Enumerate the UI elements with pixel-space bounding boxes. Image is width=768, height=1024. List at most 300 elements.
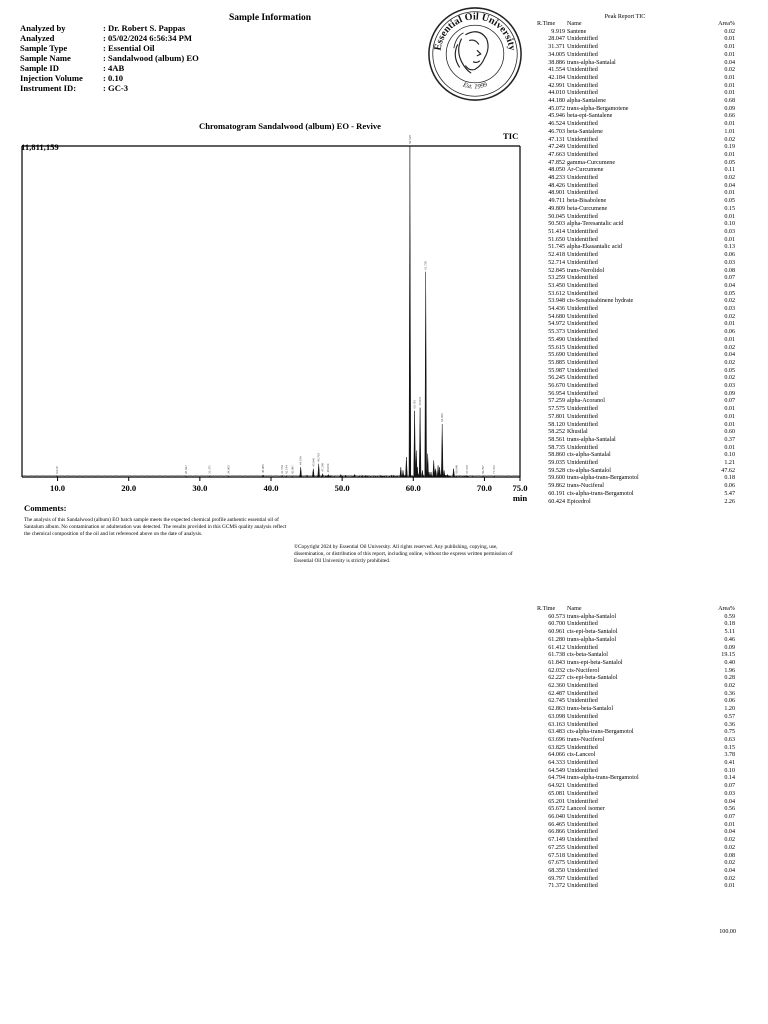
area-percent-cell: 0.01	[724, 151, 735, 158]
peak-row	[537, 221, 735, 229]
area-percent-cell: 1.01	[724, 128, 735, 135]
area-percent-cell: 0.60	[724, 429, 735, 436]
chromatogram-peak	[458, 476, 460, 477]
area-percent-cell: 0.02	[724, 375, 735, 382]
peak-row	[537, 414, 735, 422]
sample-info-label: Sample ID	[20, 63, 59, 73]
retention-time-cell: 42.184	[548, 74, 565, 81]
compound-name-cell: Unidentified	[567, 236, 598, 243]
retention-time-cell: 60.700	[548, 621, 565, 628]
retention-time-cell: 42.991	[548, 82, 565, 89]
retention-time-cell: 62.487	[548, 690, 565, 697]
chromatogram-peak	[443, 470, 445, 477]
compound-name-cell: cis-Lanceol	[567, 752, 596, 759]
area-percent-cell: 0.01	[724, 121, 735, 128]
area-percent-cell: 0.01	[724, 51, 735, 58]
chromatogram-peak	[409, 146, 411, 477]
chromatogram-peak	[389, 476, 391, 477]
compound-name-cell: Unidentified	[567, 44, 598, 51]
chromatogram-peak	[406, 457, 408, 477]
retention-time-cell: 54.680	[548, 313, 565, 320]
peak-row	[537, 845, 735, 853]
compound-name-cell: cis-alpha-Santalal	[567, 452, 611, 459]
name-header: Name	[567, 606, 582, 612]
chromatogram-peak	[209, 476, 211, 477]
compound-name-cell: Unidentified	[567, 621, 598, 628]
compound-name-cell: Unidentified	[567, 444, 598, 451]
peak-row	[537, 683, 735, 691]
retention-time-cell: 46.703	[548, 128, 565, 135]
compound-name-cell: Unidentified	[567, 698, 598, 705]
peak-label: 60.191	[412, 399, 417, 409]
retention-time-cell: 56.670	[548, 383, 565, 390]
area-percent-cell: 0.46	[724, 636, 735, 643]
compound-name-cell: Unidentified	[567, 790, 598, 797]
peak-row	[537, 67, 735, 75]
peak-label: 48.050	[326, 463, 331, 473]
peak-row	[537, 160, 735, 168]
retention-time-cell: 58.735	[548, 444, 565, 451]
retention-time-cell: 56.954	[548, 390, 565, 397]
chromatogram-peak	[373, 476, 375, 477]
rt-header: R.Time	[537, 21, 556, 27]
area-percent-cell: 0.56	[724, 806, 735, 813]
area-header: Area%	[718, 606, 735, 612]
compound-name-cell: cis-alpha-trans-Bergamotol	[567, 490, 634, 497]
retention-time-cell: 47.131	[548, 136, 565, 143]
retention-time-cell: 67.675	[548, 860, 565, 867]
area-percent-cell: 0.02	[724, 67, 735, 74]
rt-header: R.Time	[537, 606, 556, 612]
sample-info-value: : GC-3	[103, 83, 129, 93]
area-percent-cell: 0.75	[724, 729, 735, 736]
chromatogram-peak	[400, 467, 402, 477]
chromatogram-peak	[291, 476, 293, 477]
peak-row	[537, 106, 735, 114]
area-percent-cell: 0.03	[724, 383, 735, 390]
sample-info-label: Sample Type	[20, 43, 68, 53]
compound-name-cell: Unidentified	[567, 744, 598, 751]
retention-time-cell: 48.233	[548, 175, 565, 182]
retention-time-cell: 66.040	[548, 813, 565, 820]
compound-name-cell: Unidentified	[567, 367, 598, 374]
chromatogram-peak	[433, 460, 435, 477]
area-percent-cell: 0.09	[724, 105, 735, 112]
compound-name-cell: cis-epi-beta-Santalol	[567, 629, 618, 636]
peak-report-table-2	[537, 606, 735, 891]
name-header: Name	[567, 21, 582, 27]
peak-row	[537, 167, 735, 175]
peak-label: 67.518	[464, 464, 469, 474]
area-percent-cell: 0.01	[724, 74, 735, 81]
area-percent-cell: 0.04	[724, 798, 735, 805]
sample-info-label: Analyzed by	[20, 23, 66, 33]
compound-name-cell: trans-alpha-trans-Bergamotol	[567, 775, 639, 782]
compound-name-cell: Unidentified	[567, 813, 598, 820]
peak-series	[56, 146, 495, 477]
area-percent-cell: 3.78	[724, 752, 735, 759]
sample-info-row	[20, 63, 199, 73]
retention-time-cell: 54.972	[548, 321, 565, 328]
area-percent-cell: 0.05	[724, 367, 735, 374]
chromatogram-peak	[312, 469, 314, 477]
compound-name-cell: cis-beta-Santalol	[567, 652, 608, 659]
peak-row	[537, 144, 735, 152]
area-percent-cell: 0.07	[724, 813, 735, 820]
peak-row	[537, 398, 735, 406]
peak-label: 44.180	[298, 456, 303, 466]
compound-name-cell: cis-Sesquisabinene hydrate	[567, 298, 634, 305]
area-percent-cell: 0.01	[724, 82, 735, 89]
retention-time-cell: 57.259	[548, 398, 565, 405]
compound-name-cell: Unidentified	[567, 690, 598, 697]
chromatogram-title: Chromatogram Sandalwood (album) EO - Revive	[199, 121, 381, 131]
peak-table-header	[537, 21, 735, 29]
chromatogram-peak	[185, 476, 187, 477]
area-percent-cell: 0.01	[724, 321, 735, 328]
compound-name-cell: Unidentified	[567, 321, 598, 328]
peak-row	[537, 660, 735, 668]
retention-time-cell: 47.852	[548, 159, 565, 166]
compound-name-cell: alpha-Acoranol	[567, 398, 605, 405]
retention-time-cell: 28.047	[548, 36, 565, 43]
peak-row	[537, 375, 735, 383]
peak-row	[537, 783, 735, 791]
retention-time-cell: 65.201	[548, 798, 565, 805]
peak-row	[537, 752, 735, 760]
peak-row	[537, 698, 735, 706]
retention-time-cell: 31.371	[548, 44, 565, 51]
compound-name-cell: Unidentified	[567, 713, 598, 720]
area-percent-cell: 0.08	[724, 267, 735, 274]
peak-row	[537, 75, 735, 83]
retention-time-cell: 64.333	[548, 760, 565, 767]
peak-report-title: Peak Report TIC	[604, 14, 646, 20]
retention-time-cell: 59.035	[548, 460, 565, 467]
peak-row	[537, 383, 735, 391]
area-percent-cell: 0.68	[724, 98, 735, 105]
area-percent-cell: 0.04	[724, 829, 735, 836]
area-percent-cell: 0.63	[724, 736, 735, 743]
compound-name-cell: Unidentified	[567, 375, 598, 382]
area-percent-cell: 0.06	[724, 698, 735, 705]
retention-time-cell: 57.801	[548, 413, 565, 420]
area-percent-cell: 0.02	[724, 313, 735, 320]
peak-row	[537, 706, 735, 714]
peak-label: 34.005	[226, 465, 231, 474]
chromatogram-peak	[227, 476, 229, 477]
retention-time-cell: 62.863	[548, 706, 565, 713]
peak-row	[537, 799, 735, 807]
compound-name-cell: Unidentified	[567, 383, 598, 390]
logo-name-text: Essential Oil University	[432, 11, 518, 52]
retention-time-cell: 56.245	[548, 375, 565, 382]
peak-row	[537, 214, 735, 222]
retention-time-cell: 62.745	[548, 698, 565, 705]
peak-row	[537, 52, 735, 60]
area-percent-cell: 0.02	[724, 683, 735, 690]
peak-row	[537, 629, 735, 637]
retention-time-cell: 50.503	[548, 221, 565, 228]
compound-name-cell: trans-alpha-trans-Bergamotol	[567, 475, 639, 482]
area-percent-cell: 19.15	[721, 652, 735, 659]
compound-name-cell: Unidentified	[567, 175, 598, 182]
peak-label: 60.961	[418, 396, 423, 406]
plot-frame	[22, 146, 520, 477]
area-percent-cell: 1.96	[724, 667, 735, 674]
retention-time-cell: 48.426	[548, 182, 565, 189]
peak-row	[537, 499, 735, 507]
compound-name-cell: gamma-Curcumene	[567, 159, 616, 166]
compound-name-cell: alpha-Teresantalic acid	[567, 221, 624, 228]
area-total: 100.00	[719, 929, 736, 935]
compound-name-cell: Unidentified	[567, 883, 598, 890]
peak-row	[537, 429, 735, 437]
retention-time-cell: 58.120	[548, 421, 565, 428]
area-percent-cell: 0.04	[724, 352, 735, 359]
area-percent-cell: 0.03	[724, 228, 735, 235]
area-percent-cell: 0.40	[724, 659, 735, 666]
area-percent-cell: 0.02	[724, 28, 735, 35]
peak-label: 42.991	[290, 465, 295, 475]
peak-label: 41.554	[280, 464, 285, 474]
compound-name-cell: Unidentified	[567, 875, 598, 882]
compound-name-cell: trans-Nuciferal	[567, 483, 604, 490]
area-percent-cell: 0.13	[724, 244, 735, 251]
compound-name-cell: Unidentified	[567, 36, 598, 43]
retention-time-cell: 34.005	[548, 51, 565, 58]
retention-time-cell: 48.901	[548, 190, 565, 197]
area-percent-cell: 1.20	[724, 706, 735, 713]
area-percent-cell: 0.01	[724, 190, 735, 197]
retention-time-cell: 55.490	[548, 336, 565, 343]
peak-row	[537, 113, 735, 121]
compound-name-cell: beta-Santalene	[567, 128, 603, 135]
x-tick-label: 20.0	[121, 483, 137, 493]
peak-row	[537, 206, 735, 214]
retention-time-cell: 51.745	[548, 244, 565, 251]
peak-row	[537, 806, 735, 814]
compound-name-cell: Unidentified	[567, 644, 598, 651]
retention-time-cell: 58.561	[548, 436, 565, 443]
area-percent-cell: 0.09	[724, 390, 735, 397]
area-percent-cell: 0.14	[724, 775, 735, 782]
compound-name-cell: Unidentified	[567, 282, 598, 289]
area-percent-cell: 0.01	[724, 36, 735, 43]
retention-time-cell: 55.373	[548, 329, 565, 336]
peak-row	[537, 729, 735, 737]
retention-time-cell: 51.414	[548, 228, 565, 235]
chromatogram-peak	[419, 408, 421, 478]
retention-time-cell: 64.549	[548, 767, 565, 774]
retention-time-cell: 67.518	[548, 852, 565, 859]
compound-name-cell: alpha-Santalene	[567, 98, 606, 105]
retention-time-cell: 62.360	[548, 683, 565, 690]
area-percent-cell: 1.21	[724, 460, 735, 467]
retention-time-cell: 47.663	[548, 151, 565, 158]
retention-time-cell: 50.045	[548, 213, 565, 220]
peak-row	[537, 337, 735, 345]
sample-info-row	[20, 83, 199, 93]
retention-time-cell: 61.412	[548, 644, 565, 651]
retention-time-cell: 49.809	[548, 205, 565, 212]
area-percent-cell: 0.01	[724, 413, 735, 420]
chromatogram-peak	[281, 476, 283, 477]
compound-name-cell: Unidentified	[567, 90, 598, 97]
chromatogram-peak	[430, 472, 432, 477]
retention-time-cell: 51.650	[548, 236, 565, 243]
peak-row	[537, 360, 735, 368]
x-tick-label: 60.0	[405, 483, 421, 493]
peak-row	[537, 791, 735, 799]
area-percent-cell: 0.03	[724, 259, 735, 266]
compound-name-cell: Unidentified	[567, 413, 598, 420]
area-percent-cell: 0.02	[724, 844, 735, 851]
sample-info-title: Sample Information	[228, 13, 312, 23]
area-percent-cell: 0.01	[724, 213, 735, 220]
peak-report-table-1	[537, 21, 735, 506]
retention-time-cell: 48.050	[548, 167, 565, 174]
retention-time-cell: 61.843	[548, 659, 565, 666]
compound-name-cell: Unidentified	[567, 228, 598, 235]
area-percent-cell: 0.02	[724, 298, 735, 305]
peak-row	[537, 422, 735, 430]
chromatogram-peak	[386, 476, 388, 477]
chromatogram-peak	[318, 464, 320, 477]
area-percent-cell: 0.41	[724, 760, 735, 767]
area-header: Area%	[718, 21, 735, 27]
peak-row	[537, 483, 735, 491]
compound-name-cell: Unidentified	[567, 721, 598, 728]
retention-time-cell: 64.066	[548, 752, 565, 759]
compound-name-cell: trans-alpha-Bergamotene	[567, 105, 629, 112]
chromatogram-peak	[286, 476, 288, 477]
peak-label: 66.040	[454, 464, 459, 474]
retention-time-cell: 65.672	[548, 806, 565, 813]
chromatogram-peak	[402, 470, 404, 477]
peak-label: 69.797	[481, 465, 486, 475]
peak-row	[537, 621, 735, 629]
chromatogram-peak	[375, 476, 377, 477]
area-percent-cell: 0.18	[724, 621, 735, 628]
peak-label: 9.919	[54, 466, 59, 474]
chromatogram-peak	[441, 424, 443, 477]
area-percent-cell: 0.10	[724, 452, 735, 459]
compound-name-cell: Unidentified	[567, 767, 598, 774]
retention-time-cell: 60.424	[548, 498, 565, 505]
peak-row	[537, 275, 735, 283]
area-percent-cell: 0.18	[724, 475, 735, 482]
retention-time-cell: 59.528	[548, 467, 565, 474]
retention-time-cell: 41.554	[548, 67, 565, 74]
sample-info-table	[20, 23, 199, 93]
sample-info-row	[20, 23, 199, 33]
chromatogram-peak	[300, 467, 302, 477]
area-percent-cell: 0.01	[724, 821, 735, 828]
peak-row	[537, 645, 735, 653]
peak-row	[537, 860, 735, 868]
peak-row	[537, 391, 735, 399]
compound-name-cell: Unidentified	[567, 190, 598, 197]
area-percent-cell: 2.26	[724, 498, 735, 505]
sample-info-value: : Essential Oil	[103, 43, 155, 53]
compound-name-cell: trans-Nerolidol	[567, 267, 605, 274]
area-percent-cell: 0.11	[724, 167, 735, 174]
compound-name-cell: Ar-Curcumene	[567, 167, 604, 174]
peak-row	[537, 260, 735, 268]
compound-name-cell: cis-epi-beta-Santalol	[567, 675, 618, 682]
peak-row	[537, 722, 735, 730]
area-percent-cell: 0.01	[724, 44, 735, 51]
compound-name-cell: Unidentified	[567, 67, 598, 74]
peak-row	[537, 883, 735, 891]
retention-time-cell: 64.921	[548, 783, 565, 790]
peak-row	[537, 98, 735, 106]
chromatogram-peak	[345, 475, 347, 477]
x-tick-label: 75.0	[512, 483, 528, 493]
logo-est-text: Est. 1999	[461, 81, 489, 91]
retention-time-cell: 68.350	[548, 867, 565, 874]
compound-name-cell: trans-beta-Santalol	[567, 706, 614, 713]
peak-row	[537, 175, 735, 183]
retention-time-cell: 61.280	[548, 636, 565, 643]
compound-name-cell: Unidentified	[567, 74, 598, 81]
sample-info-row	[20, 73, 199, 83]
compound-name-cell: Unidentified	[567, 182, 598, 189]
retention-time-cell: 55.885	[548, 359, 565, 366]
area-percent-cell: 0.03	[724, 306, 735, 313]
peak-row	[537, 237, 735, 245]
chromatogram-peak	[342, 476, 344, 477]
compound-name-cell: Unidentified	[567, 275, 598, 282]
peak-row	[537, 829, 735, 837]
compound-name-cell: Unidentified	[567, 213, 598, 220]
peak-row	[537, 90, 735, 98]
peak-label: 64.066	[440, 413, 445, 422]
area-percent-cell: 0.02	[724, 359, 735, 366]
compound-name-cell: Lanceol isomer	[567, 806, 605, 813]
area-percent-cell: 0.01	[724, 236, 735, 243]
retention-time-cell: 45.072	[548, 105, 565, 112]
retention-time-cell: 63.696	[548, 736, 565, 743]
chromatogram-peak	[377, 476, 379, 477]
copyright-notice: ©Copyright 2024 by Essential Oil University. All rights reserved. Any publishing, copying, use, dissemination, or distribution of this report, including online, without the express written permission of Essential Oil University is strictly prohibited.	[294, 544, 513, 564]
retention-time-cell: 61.738	[548, 652, 565, 659]
area-percent-cell: 0.02	[724, 136, 735, 143]
compound-name-cell: trans-alpha-Santalol	[567, 613, 617, 620]
compound-name-cell: alpha-Ekasantalic acid	[567, 244, 622, 251]
area-percent-cell: 0.36	[724, 690, 735, 697]
peak-row	[537, 329, 735, 337]
retention-time-cell: 59.600	[548, 475, 565, 482]
retention-time-cell: 63.098	[548, 713, 565, 720]
compound-name-cell: beta-Curcumene	[567, 205, 608, 212]
peak-label: 71.372	[492, 465, 497, 475]
peak-row	[537, 36, 735, 44]
retention-time-cell: 55.987	[548, 367, 565, 374]
compound-name-cell: Unidentified	[567, 151, 598, 158]
sample-info-value: : Sandalwood (album) EO	[103, 53, 199, 63]
retention-time-cell: 49.711	[548, 198, 565, 205]
compound-name-cell: Unidentified	[567, 760, 598, 767]
compound-name-cell: Unidentified	[567, 359, 598, 366]
x-axis	[50, 477, 527, 503]
peak-row	[537, 814, 735, 822]
peak-row	[537, 452, 735, 460]
peak-label: 46.703	[316, 453, 321, 462]
area-percent-cell: 0.01	[724, 421, 735, 428]
area-percent-cell: 0.57	[724, 713, 735, 720]
